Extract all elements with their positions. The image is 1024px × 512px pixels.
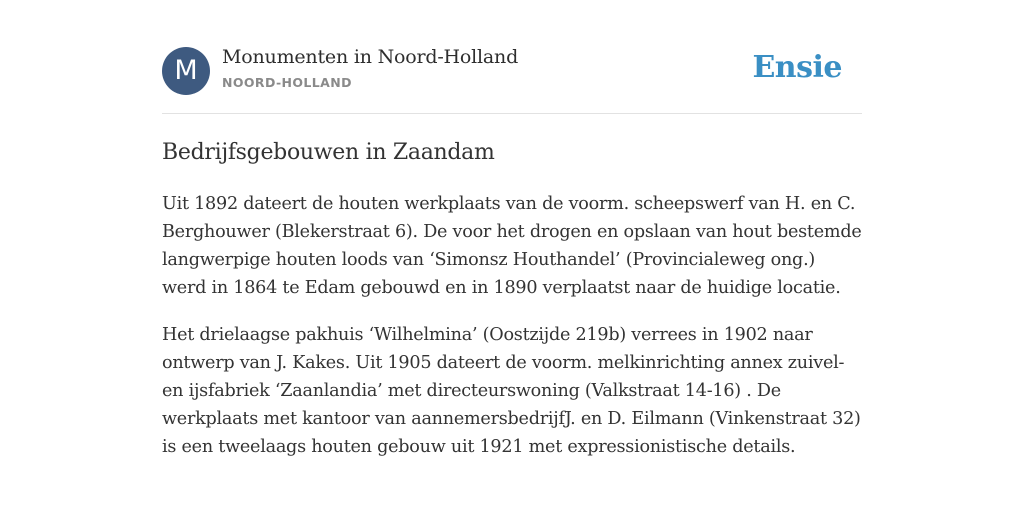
- article-paragraph-1: Uit 1892 dateert de houten werkplaats van de voorm. scheepswerf van H. en C. Berghouwer (Blekerstraat 6). De voor het drogen en opslaan van hout bestemde langwerpige houten loods van ‘Simonsz Houthandel’ (Provincialeweg ong.) werd in 1864 te Edam gebouwd en in 1890 verplaatst naar de huidige locatie.: [162, 194, 862, 298]
- avatar[interactable]: M: [162, 47, 210, 95]
- site-subtitle: NOORD-HOLLAND: [222, 75, 352, 90]
- page-container: [162, 46, 862, 457]
- article-title: Bedrijfsgebouwen in Zaandam: [162, 140, 495, 165]
- site-header: [162, 46, 862, 96]
- site-title[interactable]: Monumenten in Noord-Holland: [222, 46, 519, 68]
- article-paragraph-2: Het drielaagse pakhuis ‘Wilhelmina’ (Oostzijde 219b) verrees in 1902 naar ontwerp van J. Kakes. Uit 1905 dateert de voorm. melkinrichting annex zuivel- en ijsfabriek ‘Zaanlandia’ met directeurswoning (Valkstraat 14-16) . De werkplaats met kantoor van aannemersbedrijfJ. en D. Eilmann (Vinkenstraat 32) is een tweelaags houten gebouw uit 1921 met expressionistische details.: [162, 325, 861, 457]
- brand-logo[interactable]: Ensie: [752, 50, 842, 85]
- header-divider: [162, 113, 862, 114]
